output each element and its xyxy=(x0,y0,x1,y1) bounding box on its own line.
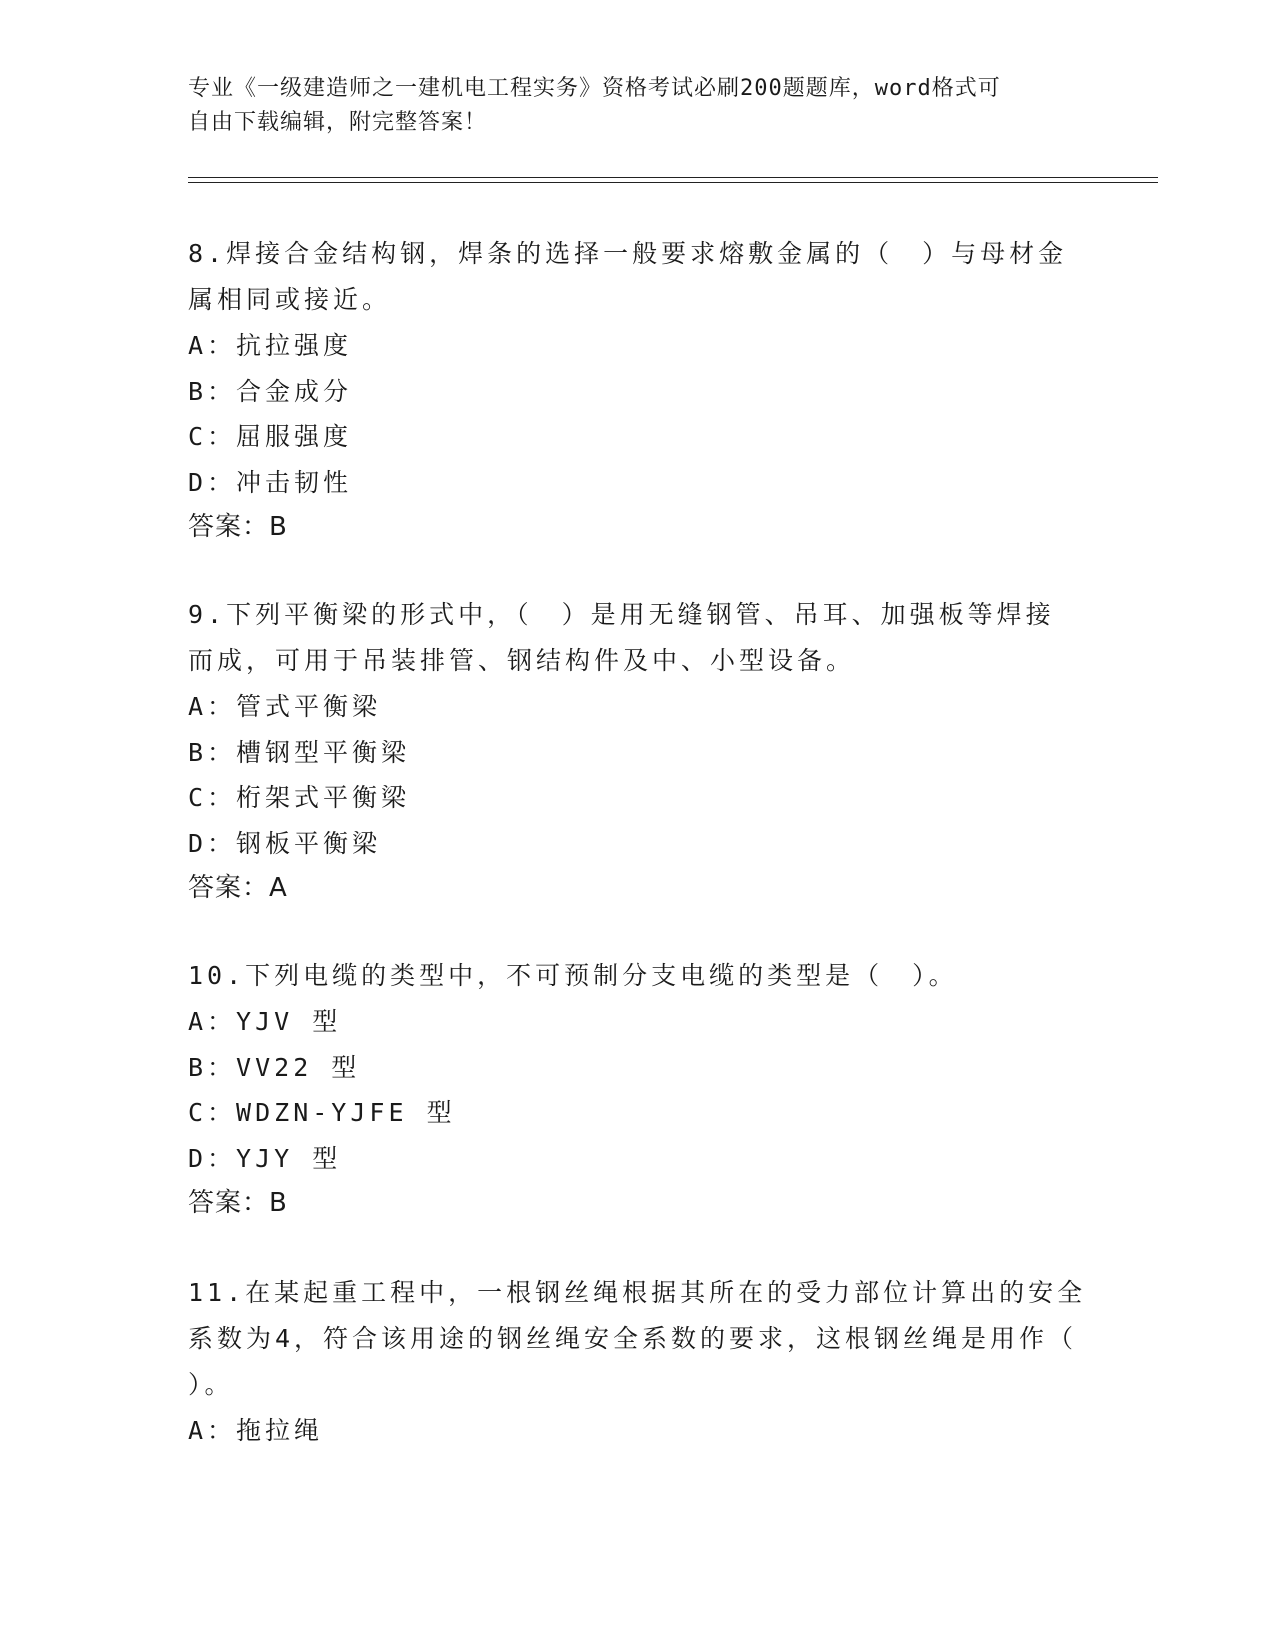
question-stem-line: 10.下列电缆的类型中，不可预制分支电缆的类型是（ ）。 xyxy=(188,961,958,990)
question-8 xyxy=(188,231,1088,550)
question-9 xyxy=(188,592,1088,911)
option-a: A：管式平衡梁 xyxy=(188,692,382,721)
question-10 xyxy=(188,953,1088,1226)
question-stem-line: 系数为4，符合该用途的钢丝绳安全系数的要求，这根钢丝绳是用作（ xyxy=(188,1324,1078,1353)
option-c: C：屈服强度 xyxy=(188,422,353,451)
option-d: D：钢板平衡梁 xyxy=(188,828,382,858)
option-a: A：YJV 型 xyxy=(188,1007,342,1036)
question-stem-line: 11.在某起重工程中，一根钢丝绳根据其所在的受力部位计算出的安全 xyxy=(188,1278,1087,1307)
header-line-2: 自由下载编辑，附完整答案！ xyxy=(188,110,488,135)
option-b: B：槽钢型平衡梁 xyxy=(188,737,411,767)
answer: 答案：B xyxy=(188,1188,288,1218)
document-header xyxy=(188,72,1088,140)
option-b: B：合金成分 xyxy=(188,376,353,406)
question-stem-line: 8.焊接合金结构钢，焊条的选择一般要求熔敷金属的（ ）与母材金 xyxy=(188,239,1068,268)
question-stem-line: 属相同或接近。 xyxy=(188,285,392,314)
option-a: A：拖拉绳 xyxy=(188,1416,324,1445)
answer: 答案：B xyxy=(188,512,288,542)
header-line-1: 专业《一级建造师之一建机电工程实务》资格考试必刷200题题库，word格式可 xyxy=(188,76,1001,101)
question-11 xyxy=(188,1270,1088,1454)
option-a: A：抗拉强度 xyxy=(188,331,353,360)
option-c: C：桁架式平衡梁 xyxy=(188,783,411,812)
question-stem-line: 而成，可用于吊装排管、钢结构件及中、小型设备。 xyxy=(188,646,856,675)
option-d: D：YJY 型 xyxy=(188,1143,342,1173)
header-divider-top xyxy=(188,177,1158,178)
option-b: B：VV22 型 xyxy=(188,1052,361,1082)
answer: 答案：A xyxy=(188,873,288,903)
header-divider-bottom xyxy=(188,182,1158,183)
option-c: C：WDZN-YJFE 型 xyxy=(188,1098,456,1127)
option-d: D：冲击韧性 xyxy=(188,467,353,497)
question-stem-line: 9.下列平衡梁的形式中，（ ）是用无缝钢管、吊耳、加强板等焊接 xyxy=(188,600,1055,629)
question-stem-line: ）。 xyxy=(188,1370,234,1399)
